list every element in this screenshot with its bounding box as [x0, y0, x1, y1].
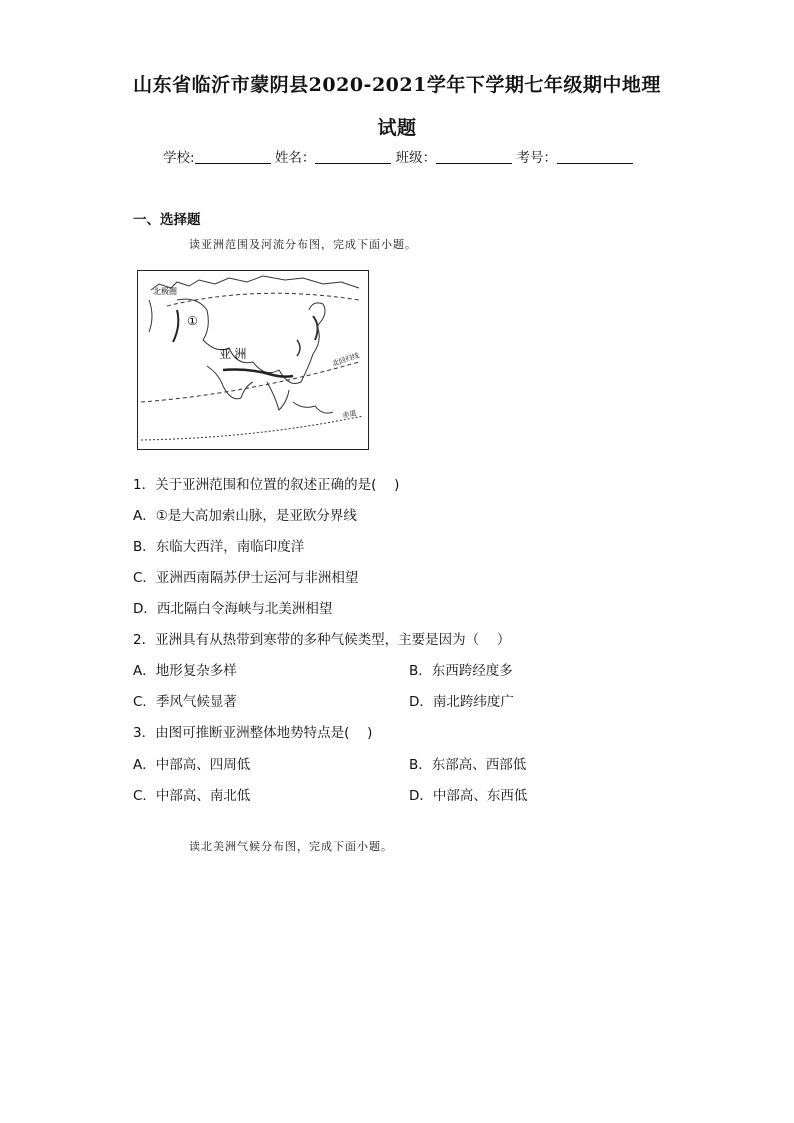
question-2-option-d: D．南北跨纬度广 — [409, 694, 514, 710]
question-3-option-d: D．中部高、东西低 — [409, 788, 528, 804]
question-3-stem: 3．由图可推断亚洲整体地势特点是( ) — [133, 725, 373, 741]
marker-1-label: ① — [187, 314, 198, 328]
class-label: 班级： — [395, 150, 437, 166]
exam-number-label: 考号： — [516, 150, 557, 166]
question-1-option-b: B．东临大西洋，南临印度洋 — [133, 539, 305, 555]
student-info-row — [163, 146, 633, 166]
question-3-option-b: B．东部高、西部低 — [409, 757, 527, 773]
school-label: 学校: — [163, 150, 195, 166]
name-label: 姓名： — [274, 150, 316, 166]
equator-label: 赤道 — [341, 410, 358, 420]
continent-label: 亚 洲 — [219, 347, 247, 361]
school-blank — [195, 149, 271, 164]
question-1-option-c: C．亚洲西南隔苏伊士运河与非洲相望 — [133, 570, 359, 586]
question-2-option-a: A．地形复杂多样 — [133, 663, 237, 679]
question-2-option-c: C．季风气候显著 — [133, 694, 237, 710]
question-1-option-a: A．①是大高加索山脉，是亚欧分界线 — [133, 508, 357, 524]
question-2-stem: 2．亚洲具有从热带到寒带的多种气候类型，主要是因为（ ） — [133, 632, 511, 648]
tropic-label: 北回归线 — [331, 352, 361, 368]
section2-intro: 读北美洲气候分布图，完成下面小题。 — [189, 840, 393, 853]
section-heading: 一、选择题 — [133, 212, 201, 228]
page-title-line1: 山东省临沂市蒙阴县2020-2021学年下学期七年级期中地理 — [133, 74, 661, 96]
question-1-stem: 1．关于亚洲范围和位置的叙述正确的是( ) — [133, 477, 400, 493]
section1-intro: 读亚洲范围及河流分布图，完成下面小题。 — [189, 238, 417, 251]
question-3-option-a: A．中部高、四周低 — [133, 757, 251, 773]
asia-map — [137, 270, 369, 450]
question-1-option-d: D．西北隔白令海峡与北美洲相望 — [133, 601, 333, 617]
exam-number-blank — [557, 149, 633, 164]
class-blank — [436, 149, 512, 164]
arctic-circle-label: 北极圈 — [153, 287, 177, 296]
question-2-option-b: B．东西跨经度多 — [409, 663, 513, 679]
page-title-line2: 试题 — [377, 117, 417, 139]
question-3-option-c: C．中部高、南北低 — [133, 788, 251, 804]
name-blank — [315, 149, 391, 164]
